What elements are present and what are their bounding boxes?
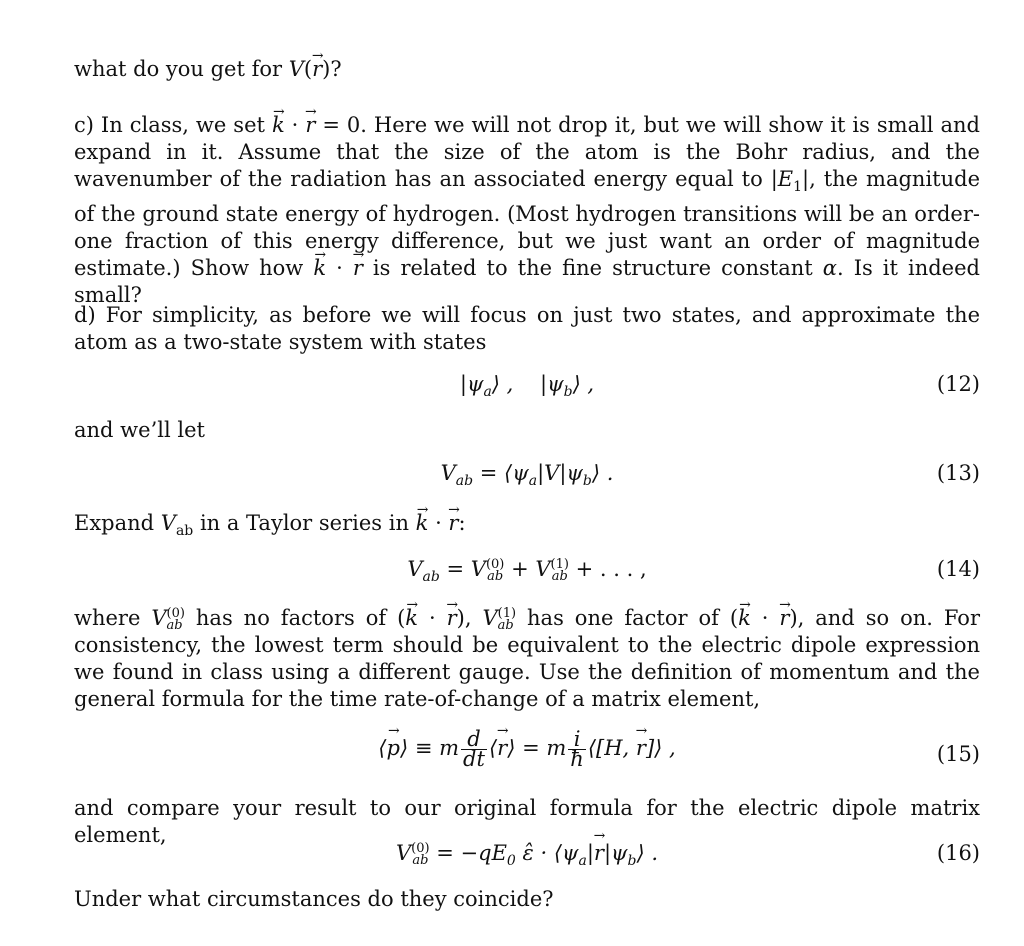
where-paragraph: where V (0) ab has no factors of (→ k · → r), V (1) ab has one factor of (→ k · → r), and so on. For consistency, the lowest term should be equivalent to the electric dipole expression we found in class using a different gauge. Use the definition of momentum and the general formula for the time rate-of-change of a matrix element, xyxy=(74,605,980,713)
equation-number: (16) xyxy=(936,841,980,865)
intro-text: what do you get for xyxy=(74,57,289,81)
part-d-paragraph: d) For simplicity, as before we will focus on just two states, and approximate the atom as a two-state system with states xyxy=(74,303,980,354)
let-text: and we’ll let xyxy=(74,418,205,442)
expand-line: Expand $V_{ab}$ in a Taylor series in → k · → r: xyxy=(74,510,980,545)
equation-15: ⟨→ p⟩ ≡ m $\frac{d}{dt}$ ⟨→ r⟩ = m $\frac{i}{ħ}$ ⟨[H, → r]⟩ , (15) xyxy=(74,730,980,782)
intro-text-end: ? xyxy=(330,57,342,81)
equation-16: V (0) ab = $-qE_0$ ε̂ · $⟨\psi_a|\to$ $r|\psi_b⟩$ . (16) xyxy=(74,835,980,875)
equation-14: $V_{ab} = V$ (0) ab + V (1) ab + . . . , (14) xyxy=(407,556,980,586)
part-c-paragraph: c) In class, we set → k · → r = 0. Here we will not drop it, but we will show it is small and expand in it. Assume that the size of the atom is the Bohr radius, and the wavenumber of the radiation has an associated energy equal to $|E_1|$, the magnitude of the ground state energy of hydrogen. (Most hydrogen transitions will be an order-one fraction of this energy difference, but we just want an order of magnitude estimate.) Show how → k · → r is related to the fine structure constant α. Is it indeed small? xyxy=(74,112,980,309)
equation-12: $|\psi_a⟩$ , $|\psi_b⟩$ , (12) xyxy=(459,372,980,401)
equation-number: (15) xyxy=(936,742,980,766)
equation-number: (14) xyxy=(936,557,980,581)
compare-text: and compare your result to our original formula for the electric dipole matrix element, xyxy=(74,796,980,847)
equation-13: $V_{ab}$ = $⟨\psi_a|V|\psi_b⟩$ . (13) xyxy=(440,461,980,490)
equation-number: (12) xyxy=(936,372,980,396)
intro-line: what do you get for V(→ r)? xyxy=(74,56,980,83)
equation-number: (13) xyxy=(936,461,980,485)
final-question: Under what circumstances do they coincide? xyxy=(74,887,554,911)
